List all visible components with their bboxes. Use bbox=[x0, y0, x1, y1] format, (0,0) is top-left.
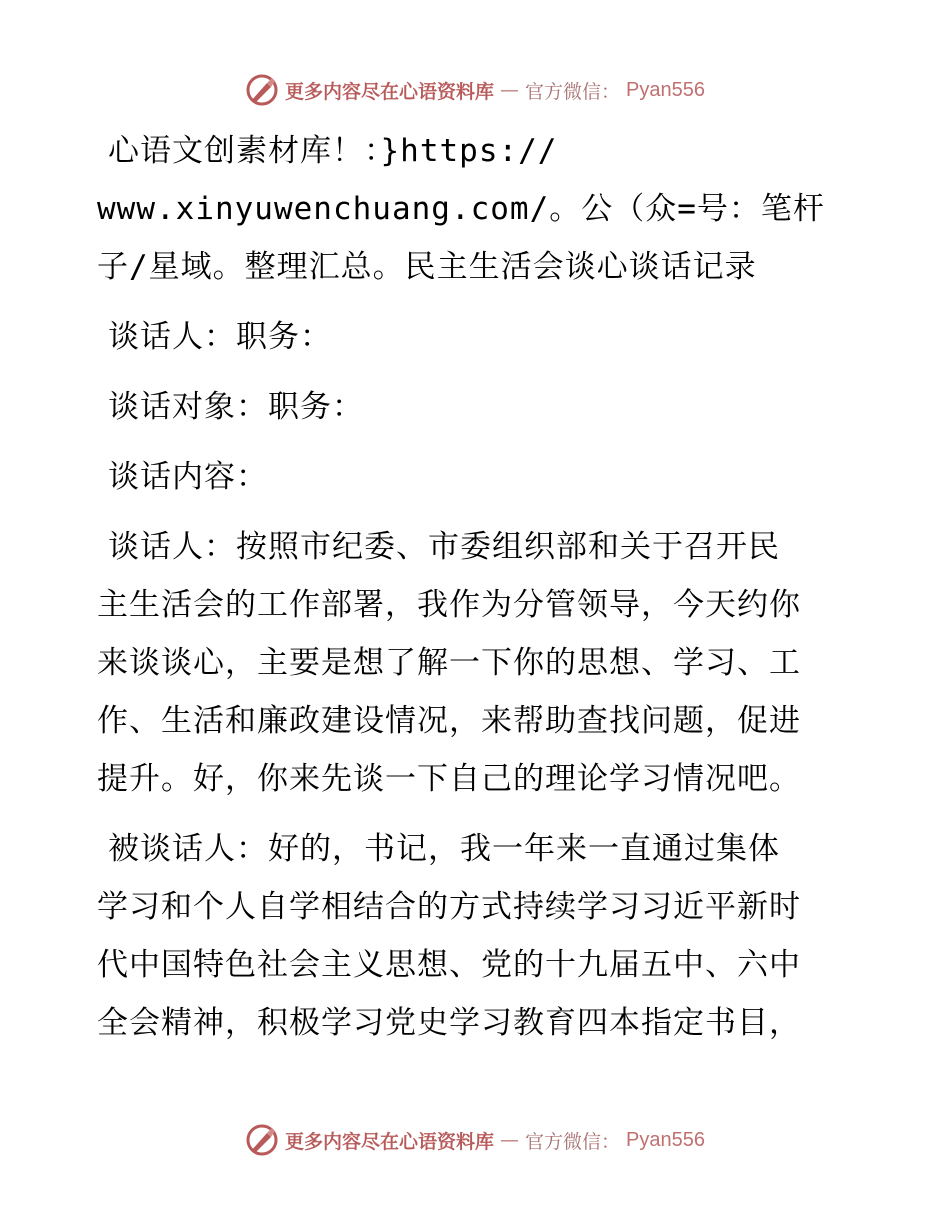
doc-line: 提升。好，你来先谈一下自己的理论学习情况吧。 bbox=[97, 761, 801, 797]
doc-line: 谈话对象：职务： bbox=[108, 389, 364, 425]
banner-main-text: 更多内容尽在心语资料库 bbox=[285, 80, 495, 103]
banner-wechat-id: Pyan556 bbox=[626, 78, 705, 101]
doc-line: 被谈话人：好的，书记，我一年来一直通过集体 bbox=[108, 831, 780, 867]
doc-line: 来谈谈心，主要是想了解一下你的思想、学习、工 bbox=[97, 645, 801, 681]
banner-dash: — bbox=[500, 79, 520, 101]
banner-official-label: 官方微信： bbox=[525, 1130, 621, 1153]
banner-official-label: 官方微信： bbox=[525, 80, 621, 103]
pen-circle-logo-icon bbox=[245, 73, 279, 107]
doc-line: 谈话内容： bbox=[108, 459, 268, 495]
doc-line: 主生活会的工作部署，我作为分管领导，今天约你 bbox=[97, 587, 801, 623]
doc-line: 谈话人：按照市纪委、市委组织部和关于召开民 bbox=[108, 529, 780, 565]
doc-line: 全会精神，积极学习党史学习教育四本指定书目， bbox=[97, 1005, 801, 1041]
footer-banner bbox=[0, 1120, 950, 1160]
document-body bbox=[97, 122, 857, 1052]
banner-main-text: 更多内容尽在心语资料库 bbox=[285, 1130, 495, 1153]
banner-dash: — bbox=[500, 1129, 520, 1151]
doc-line: 心语文创素材库！：}https:// bbox=[108, 133, 558, 169]
header-banner bbox=[0, 70, 950, 110]
banner-wechat-id: Pyan556 bbox=[626, 1128, 705, 1151]
doc-line: 代中国特色社会主义思想、党的十九届五中、六中 bbox=[97, 947, 801, 983]
doc-line: 学习和个人自学相结合的方式持续学习习近平新时 bbox=[97, 889, 801, 925]
doc-line: 谈话人：职务： bbox=[108, 319, 332, 355]
doc-line: www.xinyuwenchuang.com/。公（众=号：笔杆 bbox=[97, 191, 825, 227]
doc-line: 作、生活和廉政建设情况，来帮助查找问题，促进 bbox=[97, 703, 801, 739]
pen-circle-logo-icon bbox=[245, 1123, 279, 1157]
doc-line: 子/星域。整理汇总。民主生活会谈心谈话记录 bbox=[97, 249, 757, 285]
